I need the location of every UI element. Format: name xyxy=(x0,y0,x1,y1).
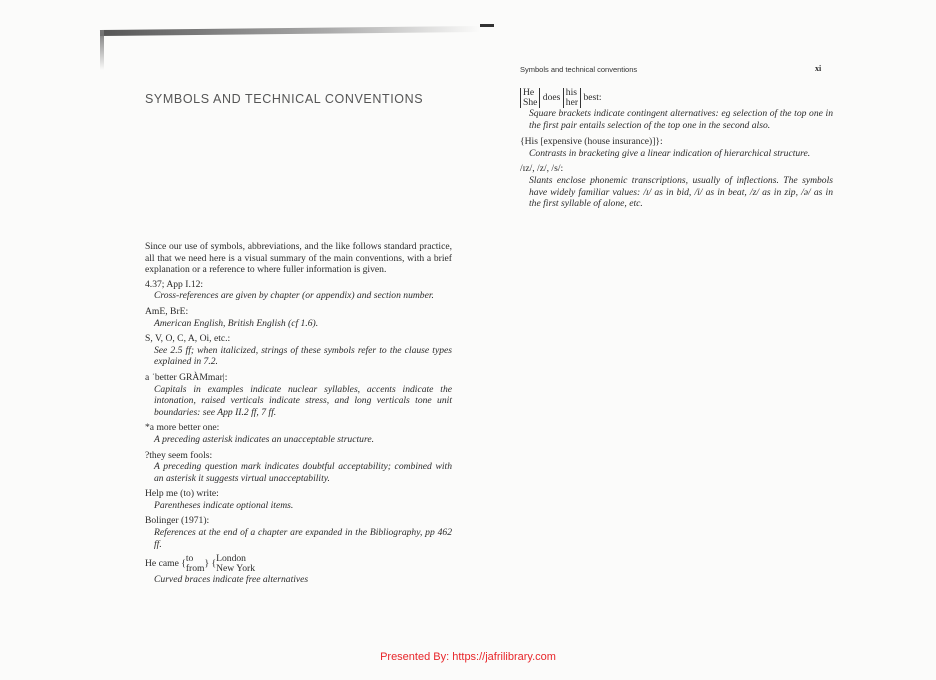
convention-entry xyxy=(145,450,452,485)
page-edge-shadow xyxy=(100,30,104,70)
convention-entry xyxy=(145,333,452,368)
option-group-2: London New York xyxy=(216,553,256,575)
page-number: xi xyxy=(815,64,822,73)
entry-example: Help me (to) write: xyxy=(145,488,219,500)
entry-description: Slants enclose phonemic transcriptions, usually of inflections. The symbols have widely familiar values: /ɪ/ as in bid, /i/ as in beat, /z/ as in zip, /ə/ as in the first syllable of alone, etc. xyxy=(529,174,833,210)
convention-entry xyxy=(145,515,452,550)
entry-description: A preceding asterisk indicates an unacceptable structure. xyxy=(154,433,374,445)
convention-entry xyxy=(520,136,833,159)
intro-paragraph: Since our use of symbols, abbreviations, and the like follows standard practice, all that we need here is a visual summary of the main conventions, with a brief explanation or a reference to where fuller information is given. xyxy=(145,241,452,276)
entry-example: Bolinger (1971): xyxy=(145,515,210,527)
convention-entry xyxy=(145,372,452,418)
option-group-1: He She xyxy=(520,88,540,108)
left-page-body xyxy=(145,241,452,590)
option-group-1: to from xyxy=(185,553,205,575)
entry-description: Square brackets indicate contingent alternatives: eg selection of the top one in the first pair entails selection of the top one in the second also. xyxy=(529,108,833,131)
entry-description: American English, British English (cf 1.6). xyxy=(154,317,319,329)
running-head: Symbols and technical conventions xyxy=(520,65,638,74)
page-title: SYMBOLS AND TECHNICAL CONVENTIONS xyxy=(145,92,424,106)
entry-example: a ˈbetter GRÀMmar|: xyxy=(145,371,228,383)
footer-watermark: Presented By: https://jafrilibrary.com xyxy=(380,651,556,663)
entry-description: Contrasts in bracketing give a linear indication of hierarchical structure. xyxy=(529,147,811,159)
braces-example: He came {to from} {London New York Curved braces indicate free alternatives xyxy=(145,554,452,586)
entry-description: Capitals in examples indicate nuclear syllables, accents indicate the intonation, raised verticals indicate stress, and long verticals tone unit boundaries: see App II.2 ff, 7 ff. xyxy=(154,383,452,418)
right-page-body xyxy=(520,88,833,214)
example-prefix: He came xyxy=(145,558,179,570)
page-edge-shadow xyxy=(100,26,480,36)
entry-example: S, V, O, C, A, Oi, etc.: xyxy=(145,333,231,345)
convention-entry xyxy=(145,422,452,445)
entry-description: A preceding question mark indicates doubtful acceptability; combined with an asterisk it suggests virtual unacceptability. xyxy=(154,461,452,484)
entry-example: {His [expensive (house insurance)]}: xyxy=(520,136,663,148)
entry-example: *a more better one: xyxy=(145,422,220,434)
entry-example: AmE, BrE: xyxy=(145,305,189,317)
entry-description: References at the end of a chapter are expanded in the Bibliography, pp 462 ff. xyxy=(154,527,452,550)
option-group-2: his her xyxy=(563,88,581,108)
convention-entry xyxy=(145,488,452,511)
square-brackets-example: He She does his her best: Square brackets indicate contingent alternatives: eg selection of the top one in the first pair entails selection of the top one in the second also. xyxy=(520,88,833,131)
convention-entry xyxy=(145,279,452,302)
entry-description: Curved braces indicate free alternatives xyxy=(154,574,309,586)
convention-entry xyxy=(520,163,833,209)
entry-description: See 2.5 ff; when italicized, strings of these symbols refer to the clause types explained in 7.2. xyxy=(154,344,452,368)
entry-example: 4.37; App I.12: xyxy=(145,278,204,290)
convention-entry xyxy=(145,306,452,329)
entry-example: ?they seem fools: xyxy=(145,449,213,461)
entry-example: /ɪz/, /z/, /s/: xyxy=(520,163,564,175)
entry-description: Parentheses indicate optional items. xyxy=(154,499,294,511)
binding-mark xyxy=(480,24,494,27)
entry-description: Cross-references are given by chapter (or appendix) and section number. xyxy=(154,290,434,302)
